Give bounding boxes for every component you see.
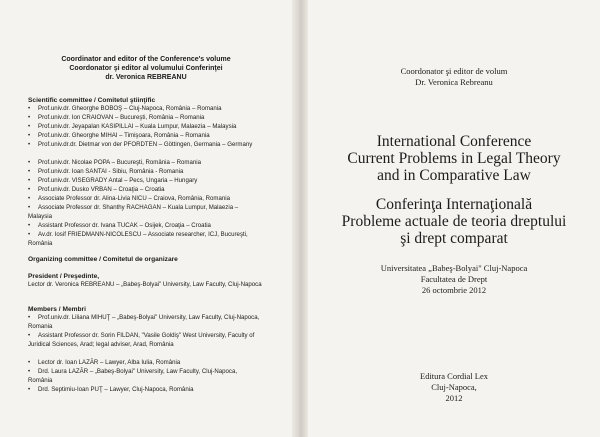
organizing-member: • Drd. Septimiu-Ioan PUŢ – Lawyer, Cluj-Napoca, România (28, 386, 194, 393)
book-spine-gutter (292, 0, 308, 437)
committee-member: • Prof.univ.dr. Ioan SANTAI - Sibiu, România - Romania (28, 168, 184, 175)
organizing-member: • Lector dr. Ioan LAZĂR – Lawyer, Alba Iulia, România (28, 359, 181, 366)
publisher-name: Editura Cordial Lex (420, 371, 488, 381)
committee-member: • Assistant Professor dr. Ivana TUCAK – Osijek, Croaţia – Croatia (28, 222, 211, 229)
venue-university: Universitatea „Babeş-Bolyai" Cluj-Napoca (380, 263, 528, 273)
committee-member: • Associate Professor dr. Alina-Livia NICU – Craiova, România, Romania (28, 195, 231, 202)
editor-name: dr. Veronica REBREANU (105, 74, 187, 81)
title-ro-line2: Probleme actuale de teoria dreptului (341, 213, 567, 230)
title-ro-line3: şi drept comparat (400, 230, 508, 247)
coordinator-label: Coordonator şi editor de volum (400, 66, 508, 76)
committee-member: • Prof.univ.dr. Jeyapalan KASIPILLAI – Kuala Lumpur, Malaezia – Malaysia (28, 123, 237, 130)
committee-member: • Prof.univ.dr. Dusko VRBAN – Croaţia – Croatia (28, 186, 165, 193)
scientific-committee-title: Scientific committee / Comitetul ştiinţific (28, 97, 156, 104)
committee-member: • Prof.univ.dr. VISEGRADY Antal – Pecs, Ungaria – Hungary (28, 177, 198, 184)
committee-member: • Prof.univ.dr. Ion CRAIOVAN – Bucureşti, România – Romania (28, 114, 205, 121)
organizing-member: • Drd. Laura LAZĂR – „Babeş-Bolyai" University, Law Faculty, Cluj-Napoca, România (28, 368, 238, 384)
committee-member: • Prof.univ.dr. Nicolae POPA – Bucureşti, România – Romania (28, 159, 202, 166)
president-title: President / Preşedinte, (28, 273, 100, 280)
title-en-line3: and in Comparative Law (377, 167, 531, 184)
publisher-city: Cluj-Napoca, (431, 382, 477, 392)
committee-member: • Associate Professor dr. Shanthy RACHAGAN – Kuala Lumpur, Malaezia – Malaysia (28, 204, 239, 220)
title-ro-line1: Conferinţa Internaţională (375, 196, 533, 213)
venue-faculty: Facultatea de Drept (420, 274, 488, 284)
publisher-year: 2012 (445, 393, 463, 403)
committee-member: • Prof.univ.dr. Gheorghe MIHAI – Timişoara, România – Romania (28, 132, 210, 139)
members-title: Members / Membri (28, 306, 86, 313)
venue-date: 26 octombrie 2012 (421, 285, 487, 295)
editor-heading-en: Coordinator and editor of the Conference's volume (61, 56, 231, 63)
organizing-member: • Prof.univ.dr. Liliana MIHUŢ – „Babeş-Bolyai" University, Law Faculty, Cluj-Napoca, Romania (28, 314, 260, 330)
committee-member: • Prof.univ.dr. Gheorghe BOBOŞ – Cluj-Napoca, România – Romania (28, 105, 222, 112)
president-name: Lector dr. Veronica REBREANU – „Babeş-Bolyai" University, Law Faculty, Cluj-Napoca (28, 281, 262, 288)
organizing-committee-title: Organizing committee / Comitetul de organizare (28, 256, 178, 263)
coordinator-name: Dr. Veronica Rebreanu (415, 77, 493, 87)
editor-heading-ro: Coordonator şi editor al volumului Conferinţei (69, 65, 223, 72)
committee-member: • Prof.univ.dr.dr. Dietmar von der PFORDTEN – Göttingen, Germania – Germany (28, 141, 253, 148)
committee-member: • Av.dr. Iosif FRIEDMANN-NICOLESCU – Associate researcher, ICJ, Bucureşti, România (28, 231, 248, 247)
left-page (0, 0, 292, 437)
organizing-member: • Assistant Professor dr. Sorin FILDAN, "Vasile Goldiş" West University, Faculty of Juridical Sciences, Arad; legal adviser, Arad, România (28, 332, 255, 348)
title-en-line2: Current Problems in Legal Theory (347, 150, 561, 167)
title-en-line1: International Conference (376, 133, 532, 150)
right-page (308, 0, 600, 437)
